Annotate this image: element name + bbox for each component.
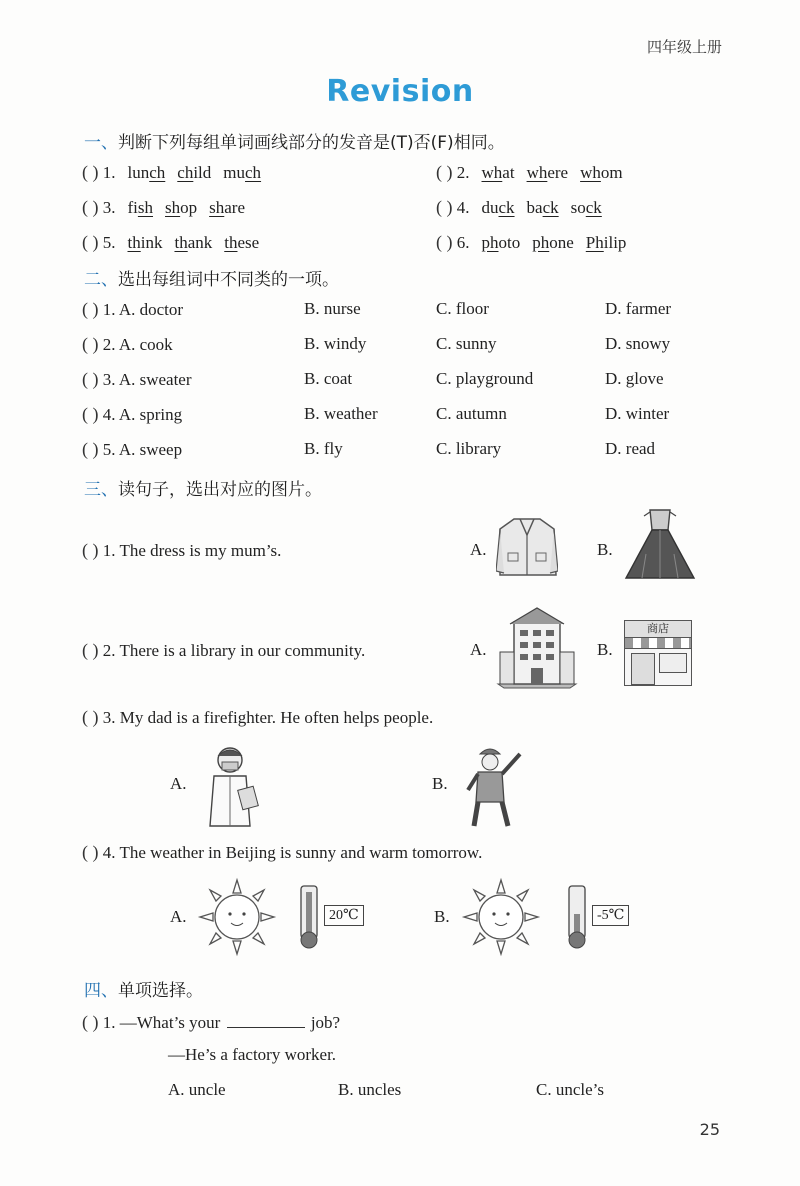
option-d: D. glove — [605, 369, 664, 388]
word-1: fish — [127, 198, 154, 217]
question-row — [82, 1012, 340, 1033]
question-sentence: There is a library in our community. — [119, 641, 366, 660]
option-c: C. floor — [436, 299, 489, 318]
question-row — [82, 842, 482, 863]
answer-blank[interactable] — [227, 1013, 305, 1028]
word-1: lunch — [127, 163, 166, 182]
option-a-label: A. — [170, 907, 187, 926]
question-number: 2. — [456, 163, 470, 182]
option-a: A. doctor — [118, 300, 184, 319]
option-b: B. nurse — [304, 299, 361, 318]
answer-paren[interactable]: ( ) — [82, 540, 99, 560]
question-number: 1. — [102, 541, 116, 560]
underlined-letters: wh — [526, 163, 548, 182]
answer-paren[interactable]: ( ) — [436, 197, 453, 217]
option-a-label: A. — [470, 540, 487, 559]
section-4-heading — [84, 976, 203, 1001]
word-3: these — [224, 233, 260, 252]
section-1-heading — [84, 128, 505, 153]
question-row — [82, 439, 182, 460]
underlined-letters: ch — [177, 163, 194, 182]
question-row — [436, 232, 626, 253]
option-b-label: B. — [597, 640, 613, 659]
option-a: A. uncle — [168, 1080, 226, 1099]
answer-paren[interactable]: ( ) — [82, 299, 99, 319]
underlined-letters: Ph — [585, 233, 604, 252]
question-number: 4. — [456, 198, 470, 217]
question-row — [82, 640, 365, 661]
section-3-heading — [84, 475, 322, 500]
dress-image[interactable] — [622, 508, 698, 580]
word-1: photo — [481, 233, 521, 252]
underlined-letters: wh — [481, 163, 503, 182]
question-row — [82, 299, 183, 320]
option-a: A. cook — [118, 335, 173, 354]
question-row — [82, 404, 182, 425]
shop-sign: 商店 — [625, 621, 691, 638]
underlined-letters: th — [224, 233, 238, 252]
option-b: B. coat — [304, 369, 353, 388]
temperature-label: 20℃ — [324, 905, 364, 926]
shop-awning — [625, 638, 691, 649]
underlined-letters: th — [174, 233, 188, 252]
dialog-line: —He’s a factory worker. — [168, 1045, 337, 1064]
option-b-label: B. — [434, 907, 450, 926]
underlined-letters: wh — [580, 163, 601, 182]
question-row — [436, 162, 623, 183]
question-row — [436, 197, 602, 218]
answer-paren[interactable]: ( ) — [82, 439, 99, 459]
question-number: 4. — [102, 843, 116, 862]
answer-paren[interactable]: ( ) — [82, 1012, 99, 1032]
doctor-image[interactable] — [200, 742, 262, 828]
thermometer-icon — [298, 884, 320, 950]
option-d: D. snowy — [605, 334, 671, 353]
question-number: 2. — [102, 335, 116, 354]
question-row — [82, 197, 245, 218]
sun-image[interactable] — [460, 876, 542, 958]
thermometer-icon — [566, 884, 588, 950]
firefighter-image[interactable] — [462, 744, 524, 828]
underlined-letters: ch — [245, 163, 262, 182]
question-sentence: The weather in Beijing is sunny and warm tomorrow. — [119, 843, 483, 862]
option-a: A. sweep — [118, 440, 183, 459]
page-title: Revision — [326, 74, 474, 109]
question-number: 5. — [102, 233, 116, 252]
shop-image[interactable] — [624, 620, 692, 686]
option-d: D. read — [605, 439, 656, 458]
underlined-letters: sh — [209, 198, 225, 217]
answer-paren[interactable]: ( ) — [436, 232, 453, 252]
answer-paren[interactable]: ( ) — [436, 162, 453, 182]
word-3: much — [223, 163, 262, 182]
option-c: C. sunny — [436, 334, 497, 353]
section-instruction: 读句子，选出对应的图片。 — [118, 480, 322, 500]
option-a-label: A. — [170, 774, 187, 793]
answer-paren[interactable]: ( ) — [82, 162, 99, 182]
word-1: think — [127, 233, 163, 252]
underlined-letters: ck — [585, 198, 602, 217]
answer-paren[interactable]: ( ) — [82, 369, 99, 389]
underlined-letters: sh — [137, 198, 154, 217]
answer-paren[interactable]: ( ) — [82, 842, 99, 862]
library-building-image[interactable] — [494, 604, 580, 690]
question-number: 4. — [102, 405, 116, 424]
question-number: 3. — [102, 370, 116, 389]
option-b-label: B. — [432, 774, 448, 793]
underlined-letters: ph — [532, 233, 550, 252]
question-row — [82, 707, 433, 728]
answer-paren[interactable]: ( ) — [82, 404, 99, 424]
shop-door — [631, 653, 655, 685]
word-2: phone — [532, 233, 574, 252]
section-instruction: 判断下列每组单词画线部分的发音是(T)否(F)相同。 — [118, 133, 505, 153]
option-b: B. fly — [304, 439, 343, 458]
grade-label: 四年级上册 — [646, 38, 722, 56]
option-c: C. library — [436, 439, 502, 458]
word-2: where — [526, 163, 569, 182]
question-number: 1. — [102, 1013, 116, 1032]
option-b: B. uncles — [338, 1080, 402, 1099]
section-number: 二、 — [84, 270, 118, 290]
word-2: thank — [174, 233, 213, 252]
option-b: B. windy — [304, 334, 367, 353]
word-3: Philip — [585, 233, 627, 252]
temperature-label: -5℃ — [592, 905, 629, 926]
word-3: sock — [570, 198, 602, 217]
section-number: 一、 — [84, 133, 118, 153]
option-a: A. spring — [118, 405, 183, 424]
answer-paren[interactable]: ( ) — [82, 640, 99, 660]
section-instruction: 选出每组词中不同类的一项。 — [118, 270, 339, 290]
answer-paren[interactable]: ( ) — [82, 197, 99, 217]
option-d: D. winter — [605, 404, 670, 423]
option-c: C. uncle’s — [536, 1080, 604, 1099]
jacket-image[interactable] — [496, 515, 558, 579]
word-3: share — [209, 198, 246, 217]
question-number: 3. — [102, 198, 116, 217]
option-c: C. autumn — [436, 404, 507, 423]
underlined-letters: ck — [498, 198, 515, 217]
question-number: 3. — [102, 708, 116, 727]
word-1: duck — [481, 198, 515, 217]
section-instruction: 单项选择。 — [118, 981, 203, 1001]
question-text-end: job? — [310, 1013, 341, 1032]
underlined-letters: ck — [542, 198, 559, 217]
option-b: B. weather — [304, 404, 378, 423]
word-3: whom — [580, 163, 623, 182]
option-b-label: B. — [597, 540, 613, 559]
question-row — [82, 232, 259, 253]
answer-paren[interactable]: ( ) — [82, 707, 99, 727]
question-sentence: The dress is my mum’s. — [119, 541, 282, 560]
option-c: C. playground — [436, 369, 534, 388]
question-number: 1. — [102, 163, 116, 182]
answer-paren[interactable]: ( ) — [82, 232, 99, 252]
answer-paren[interactable]: ( ) — [82, 334, 99, 354]
question-number: 6. — [456, 233, 470, 252]
option-d: D. farmer — [605, 299, 672, 318]
question-row — [82, 162, 261, 183]
question-number: 1. — [102, 300, 116, 319]
page-number: 25 — [699, 1120, 720, 1139]
section-number: 四、 — [84, 981, 118, 1001]
question-text: —What’s your — [119, 1013, 221, 1032]
underlined-letters: ph — [481, 233, 499, 252]
word-1: what — [481, 163, 515, 182]
section-2-heading — [84, 265, 339, 290]
underlined-letters: ch — [149, 163, 166, 182]
question-number: 5. — [102, 440, 116, 459]
question-number: 2. — [102, 641, 116, 660]
section-number: 三、 — [84, 480, 118, 500]
shop-window — [659, 653, 687, 673]
question-row — [82, 540, 281, 561]
sun-image[interactable] — [196, 876, 278, 958]
question-sentence: My dad is a firefighter. He often helps people. — [119, 708, 434, 727]
word-2: child — [177, 163, 212, 182]
word-2: shop — [165, 198, 198, 217]
question-row — [82, 369, 192, 390]
question-row — [82, 334, 173, 355]
option-a-label: A. — [470, 640, 487, 659]
underlined-letters: sh — [165, 198, 181, 217]
option-a: A. sweater — [118, 370, 192, 389]
underlined-letters: th — [127, 233, 141, 252]
word-2: back — [526, 198, 559, 217]
